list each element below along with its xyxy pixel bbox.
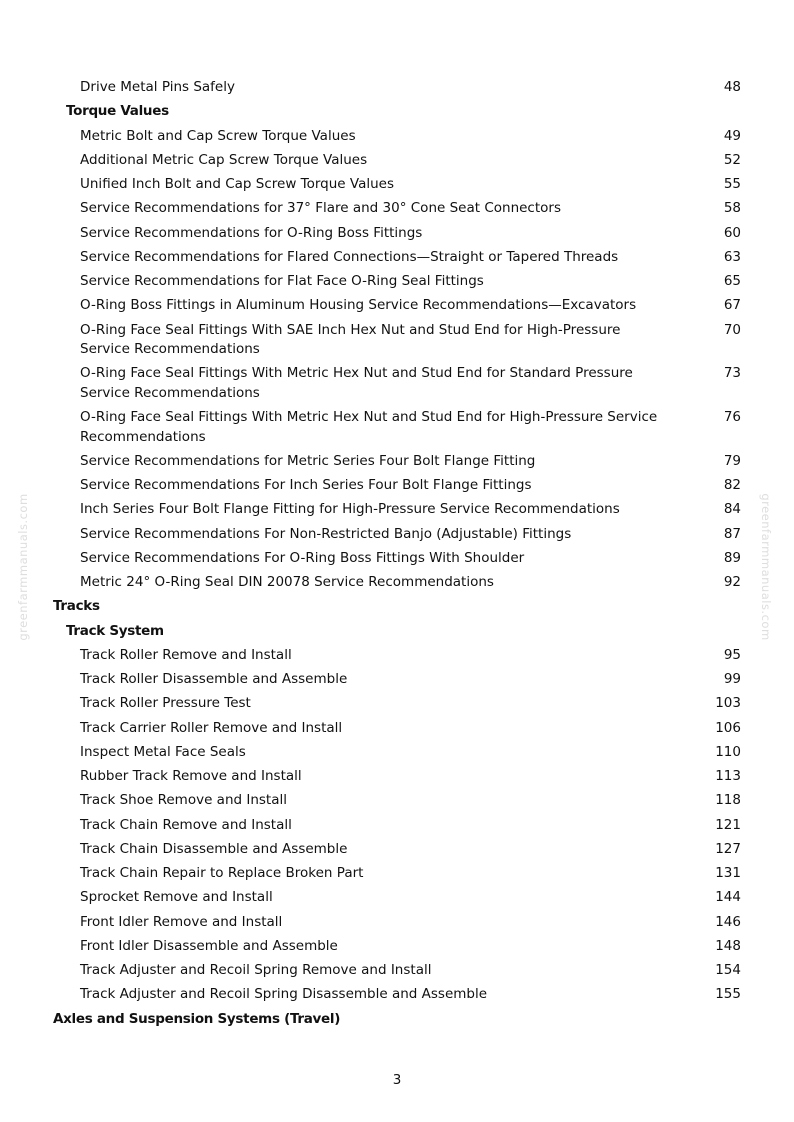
toc-entry[interactable]	[0, 362, 794, 406]
toc-entry-page: 60	[723, 224, 741, 241]
toc-entry[interactable]	[0, 246, 794, 270]
toc-entry-title: Track Roller Remove and Install	[80, 646, 292, 663]
toc-entry-page: 146	[715, 913, 741, 930]
toc-entry-title: Additional Metric Cap Screw Torque Values	[80, 151, 368, 168]
toc-entry[interactable]	[0, 886, 794, 910]
toc-entry-title: Tracks	[53, 598, 100, 615]
toc-entry-page: 144	[715, 889, 741, 906]
toc-entry-title: Track System	[66, 622, 164, 639]
toc-entry-title: Metric Bolt and Cap Screw Torque Values	[80, 127, 356, 144]
toc-entry[interactable]	[0, 547, 794, 571]
toc-entry-page: 118	[715, 792, 741, 809]
toc-entry-title: Service Recommendations For Non-Restricted Banjo (Adjustable) Fittings	[80, 525, 572, 542]
toc-entry-page: 70	[723, 321, 741, 338]
toc-subsection-heading	[0, 100, 794, 124]
toc-entry[interactable]	[0, 741, 794, 765]
toc-entry-title: Service Recommendations For O-Ring Boss Fittings With Shoulder	[80, 549, 525, 566]
watermark-left: greenfarmmanuals.com	[16, 493, 30, 641]
toc-entry-title: Inch Series Four Bolt Flange Fitting for High-Pressure Service Recommendations	[80, 501, 620, 518]
toc-entry[interactable]	[0, 270, 794, 294]
toc-entry[interactable]	[0, 668, 794, 692]
toc-entry[interactable]	[0, 149, 794, 173]
toc-entry-page: 55	[723, 176, 741, 192]
toc-entry-title: Service Recommendations for Flared Connections—Straight or Tapered Threads	[80, 248, 619, 265]
toc-entry-title: Service Recommendations for Metric Series Four Bolt Flange Fitting	[80, 452, 536, 469]
toc-entry-title: Track Shoe Remove and Install	[80, 792, 288, 809]
toc-entry-page: 73	[723, 365, 741, 382]
toc-entry[interactable]	[0, 983, 794, 1007]
toc-entry[interactable]	[0, 959, 794, 983]
toc-entry[interactable]	[0, 125, 794, 149]
toc-entry-title: Drive Metal Pins Safely	[80, 79, 235, 95]
toc-entry-page: 154	[715, 962, 741, 978]
toc-entry[interactable]	[0, 571, 794, 595]
toc-entry[interactable]	[0, 523, 794, 547]
toc-entry-page: 113	[715, 768, 741, 784]
table-of-contents	[0, 76, 794, 1032]
toc-entry-page: 58	[723, 200, 741, 217]
toc-entry-page: 49	[723, 127, 741, 144]
toc-entry-title: Unified Inch Bolt and Cap Screw Torque Values	[80, 176, 395, 192]
toc-entry[interactable]	[0, 838, 794, 862]
toc-entry-title: O-Ring Face Seal Fittings With Metric Hex Nut and Stud End for Standard Pressure Service Recommendations	[80, 365, 633, 401]
toc-entry-page: 84	[723, 501, 741, 518]
toc-entry[interactable]	[0, 197, 794, 221]
toc-entry[interactable]	[0, 173, 794, 197]
toc-entry-title: Sprocket Remove and Install	[80, 889, 273, 906]
toc-entry-page: 155	[715, 986, 741, 1003]
toc-entry[interactable]	[0, 911, 794, 935]
toc-entry-page: 52	[723, 151, 741, 168]
toc-entry-page: 148	[715, 937, 741, 954]
toc-entry-page: 106	[715, 719, 741, 736]
toc-entry-title: Track Roller Disassemble and Assemble	[80, 671, 348, 687]
toc-entry-page: 87	[723, 525, 741, 542]
toc-entry-title: Front Idler Disassemble and Assemble	[80, 937, 338, 954]
toc-entry-title: Front Idler Remove and Install	[80, 913, 283, 930]
toc-entry-page: 127	[715, 840, 741, 857]
toc-entry[interactable]	[0, 222, 794, 246]
toc-entry-title: Track Carrier Roller Remove and Install	[80, 719, 343, 736]
toc-entry-page: 131	[715, 865, 741, 881]
toc-entry[interactable]	[0, 474, 794, 498]
toc-entry-title: O-Ring Face Seal Fittings With Metric Hex Nut and Stud End for High-Pressure Service Recommendations	[80, 409, 658, 445]
toc-entry-page: 67	[723, 297, 741, 314]
toc-section-heading	[0, 595, 794, 619]
toc-entry[interactable]	[0, 862, 794, 886]
toc-entry[interactable]	[0, 692, 794, 716]
toc-entry-page: 121	[715, 816, 741, 833]
toc-entry[interactable]	[0, 294, 794, 318]
toc-entry[interactable]	[0, 319, 794, 363]
toc-entry-page: 95	[723, 646, 741, 663]
toc-entry-page: 76	[723, 409, 741, 425]
toc-subsection-heading	[0, 620, 794, 644]
toc-entry-page: 79	[723, 452, 741, 469]
toc-entry-title: Axles and Suspension Systems (Travel)	[53, 1010, 341, 1027]
toc-entry-title: Torque Values	[66, 103, 169, 120]
toc-entry-page: 103	[715, 695, 741, 712]
toc-entry-page: 82	[723, 477, 741, 493]
toc-entry[interactable]	[0, 76, 794, 100]
toc-entry-page: 92	[723, 574, 741, 590]
toc-entry-page: 65	[723, 273, 741, 289]
toc-entry-title: Track Chain Repair to Replace Broken Part	[80, 865, 364, 881]
toc-entry-page: 48	[723, 79, 741, 95]
toc-entry[interactable]	[0, 814, 794, 838]
toc-entry-title: Track Adjuster and Recoil Spring Disassemble and Assemble	[80, 986, 488, 1003]
toc-entry-title: Track Roller Pressure Test	[80, 695, 251, 712]
toc-entry[interactable]	[0, 406, 794, 450]
toc-entry-title: Rubber Track Remove and Install	[80, 768, 302, 784]
page-number: 3	[392, 1072, 402, 1088]
toc-entry[interactable]	[0, 498, 794, 522]
toc-entry-title: Track Chain Disassemble and Assemble	[80, 840, 348, 857]
toc-entry-page: 63	[723, 248, 741, 265]
toc-entry-page: 110	[715, 743, 741, 760]
toc-entry-page: 99	[723, 671, 741, 687]
toc-entry[interactable]	[0, 644, 794, 668]
toc-entry-title: Track Chain Remove and Install	[80, 816, 292, 833]
toc-entry-title: O-Ring Boss Fittings in Aluminum Housing Service Recommendations—Excavators	[80, 297, 637, 314]
toc-entry-title: Service Recommendations For Inch Series Four Bolt Flange Fittings	[80, 477, 532, 493]
watermark-right: greenfarmmanuals.com	[759, 493, 773, 641]
toc-entry[interactable]	[0, 789, 794, 813]
toc-entry-title: Service Recommendations for O-Ring Boss Fittings	[80, 224, 423, 241]
toc-entry-title: Inspect Metal Face Seals	[80, 743, 246, 760]
toc-entry[interactable]	[0, 765, 794, 789]
toc-section-heading	[0, 1008, 794, 1032]
toc-entry-page: 89	[723, 549, 741, 566]
toc-entry-title: Metric 24° O-Ring Seal DIN 20078 Service Recommendations	[80, 574, 494, 590]
toc-entry-title: O-Ring Face Seal Fittings With SAE Inch Hex Nut and Stud End for High-Pressure Service Recommendations	[80, 321, 621, 357]
toc-entry[interactable]	[0, 717, 794, 741]
toc-entry-title: Service Recommendations for 37° Flare and 30° Cone Seat Connectors	[80, 200, 561, 217]
toc-entry[interactable]	[0, 450, 794, 474]
toc-entry-title: Service Recommendations for Flat Face O-Ring Seal Fittings	[80, 273, 484, 289]
toc-entry[interactable]	[0, 935, 794, 959]
toc-entry-title: Track Adjuster and Recoil Spring Remove and Install	[80, 962, 432, 978]
